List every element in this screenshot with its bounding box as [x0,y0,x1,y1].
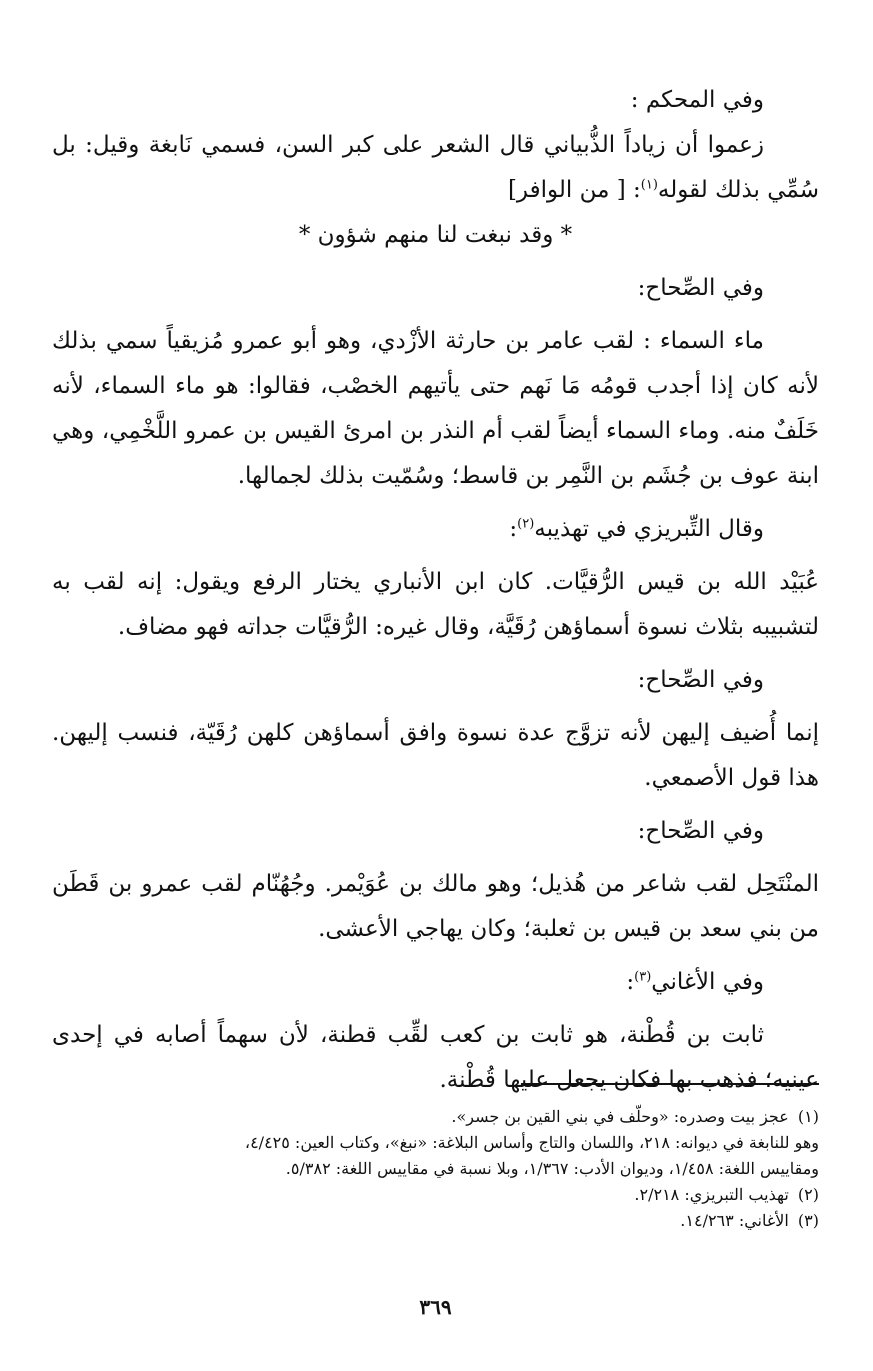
paragraph-aghani: ثابت بن قُطْنة، هو ثابت بن كعب لقِّب قطنة، لأن سهماً أصابه في إحدى عينيه؛ فذهب بها فكان يجعل عليها قُطْنة. [52,1022,819,1093]
section-heading-sihah-2: وفي الصِّحاح: [637,667,764,693]
paragraph-sihah-3: المنْتَحِل لقب شاعر من هُذيل؛ وهو مالك بن عُوَيْمر. وجُهُنّام لقب عمرو بن قَطَن من بني سعد بن قيس بن ثعلبة؛ وكان يهاجي الأعشى. [52,871,819,942]
footnote-1: (١) عجز بيت وصدره: «وحلّف في بني القين بن جسر». [451,1107,819,1126]
footnote-ref-2: (٢) [517,516,535,532]
page-number: ٣٦٩ [419,1295,452,1319]
section-heading-sihah-3: وفي الصِّحاح: [637,818,764,844]
section-heading-aghani: وفي الأغاني$^{(٣)}$: [626,969,764,995]
footnote-ref-3: (٣) [634,969,652,985]
footnotes [52,1104,819,1234]
footnote-number: (١) [797,1107,819,1126]
footnote-2: (٢) تهذيب التبريزي: ٢/٢١٨. [634,1185,819,1204]
footnote-3: (٣) الأغاني: ١٤/٢٦٣. [680,1211,819,1230]
footnote-number: (٣) [797,1211,819,1230]
book-page [52,78,819,1371]
paragraph-tabrizi: عُبَيْد الله بن قيس الرُّقيَّات. كان ابن الأنباري يختار الرفع ويقول: إنه لقب به لتشبيبه بثلاث نسوة أسماؤهن رُقَيَّة، وقال غيره: الرُّقيَّات جداته فهو مضاف. [52,569,819,640]
footnote-ref-1: (١) [640,177,658,193]
verse-line: * وقد نبغت لنا منهم شؤون * [298,222,573,248]
section-heading-muhkam: وفي المحكم : [630,87,764,113]
verse-meter: : [ من الوافر] [507,177,641,203]
footnote-1-line-2: وهو للنابغة في ديوانه: ٢١٨، واللسان والتاج وأساس البلاغة: «نبغ»، وكتاب العين: ٤/٤٢٥، [244,1133,819,1152]
footnote-number: (٢) [797,1185,819,1204]
section-heading-tabrizi: وقال التِّبريزي في تهذيبه$^{(٢)}$: [509,516,764,542]
section-heading-sihah-1: وفي الصِّحاح: [637,275,764,301]
paragraph-sihah-1: ماء السماء : لقب عامر بن حارثة الأزْدي، وهو أبو عمرو مُزيقياً سمي بذلك لأنه كان إذا أجدب قومُه مَا نَهم حتى يأتيهم الخصْب، فقالوا: هو ماء السماء، لأنه خَلَفٌ منه. وماء السماء أيضاً لقب أم النذر بن امرئ القيس بن عمرو اللَّخْمِي، وهي ابنة عوف بن جُشَم بن النَّمِر بن قاسط؛ وسُمّيت بذلك لجمالها. [52,328,819,489]
footnote-1-line-3: ومقاييس اللغة: ١/٤٥٨، وديوان الأدب: ١/٣٦٧، وبلا نسبة في مقاييس اللغة: ٥/٣٨٢. [285,1159,819,1178]
footnote-separator [521,1083,819,1085]
main-text [52,78,819,1103]
paragraph-muhkam: زعموا أن زياداً الذُّبياني قال الشعر على كبر السن، فسمي نَابغة وقيل: بل سُمِّي بذلك لقوله$^{(١)}$: [ من الوافر] [52,132,819,203]
paragraph-sihah-2: إنما أُضيف إليهن لأنه تزوَّج عدة نسوة وافق أسماؤهن كلهن رُقَيّة، فنسب إليهن. هذا قول الأصمعي. [52,720,819,791]
